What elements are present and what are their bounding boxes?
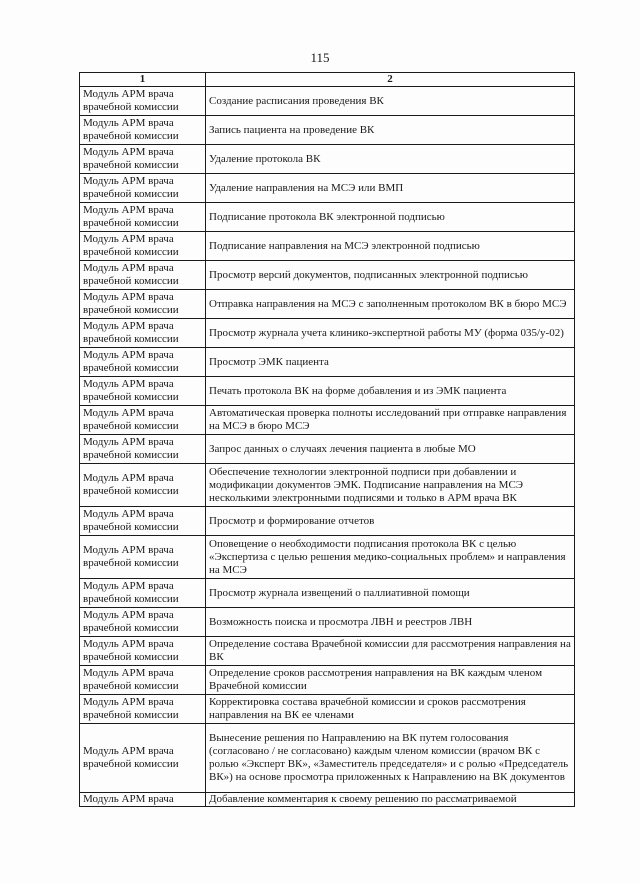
- module-name-line2: врачебной комиссии: [83, 246, 179, 258]
- module-cell: [80, 319, 206, 348]
- module-name-line1: Модуль АРМ врача: [83, 233, 174, 245]
- module-name-line1: Модуль АРМ врача: [83, 349, 174, 361]
- function-cell: Отправка направления на МСЭ с заполненным протоколом ВК в бюро МСЭ: [206, 290, 575, 319]
- module-name-line1: Модуль АРМ врача: [83, 175, 174, 187]
- function-cell: Просмотр версий документов, подписанных электронной подписью: [206, 261, 575, 290]
- table-row: [80, 232, 575, 261]
- table-row: [80, 579, 575, 608]
- function-cell: Подписание направления на МСЭ электронной подписью: [206, 232, 575, 261]
- table-header-row: [80, 73, 575, 87]
- table-row: [80, 695, 575, 724]
- function-cell: Добавление комментария к своему решению по рассматриваемой: [206, 793, 575, 807]
- module-cell: [80, 348, 206, 377]
- module-name-line2: врачебной комиссии: [83, 521, 179, 533]
- module-name-line2: врачебной комиссии: [83, 651, 179, 663]
- function-cell: Создание расписания проведения ВК: [206, 87, 575, 116]
- module-name-line1: Модуль АРМ врача: [83, 745, 174, 757]
- table-row: [80, 637, 575, 666]
- module-cell: [80, 174, 206, 203]
- module-cell: [80, 507, 206, 536]
- function-cell: Просмотр журнала извещений о паллиативной помощи: [206, 579, 575, 608]
- module-name-line1: Модуль АРМ врача: [83, 262, 174, 274]
- module-name-line1: Модуль АРМ врача: [83, 667, 174, 679]
- module-name-line2: врачебной комиссии: [83, 593, 179, 605]
- module-cell: [80, 536, 206, 579]
- module-name-line1: Модуль АРМ врача: [83, 291, 174, 303]
- module-cell: [80, 608, 206, 637]
- module-cell: [80, 290, 206, 319]
- table-body: [80, 87, 575, 807]
- function-cell: Корректировка состава врачебной комиссии и сроков рассмотрения направления на ВК ее членами: [206, 695, 575, 724]
- page-number: 115: [310, 50, 330, 65]
- function-cell: Удаление направления на МСЭ или ВМП: [206, 174, 575, 203]
- module-name-line2: врачебной комиссии: [83, 622, 179, 634]
- module-name-line1: Модуль АРМ врача: [83, 146, 174, 158]
- module-cell: [80, 116, 206, 145]
- module-cell: [80, 261, 206, 290]
- function-cell: Обеспечение технологии электронной подписи при добавлении и модификации документов ЭМК. Подписание направления на МСЭ несколькими электронными подписями и только в АРМ врача ВК: [206, 464, 575, 507]
- module-name-line2: врачебной комиссии: [83, 709, 179, 721]
- function-cell: Определение состава Врачебной комиссии для рассмотрения направления на ВК: [206, 637, 575, 666]
- table-row: [80, 348, 575, 377]
- table-row: [80, 724, 575, 793]
- module-cell: [80, 637, 206, 666]
- module-name-line2: врачебной комиссии: [83, 217, 179, 229]
- module-name-line2: врачебной комиссии: [83, 188, 179, 200]
- module-name-line2: врачебной комиссии: [83, 680, 179, 692]
- module-name-line1: Модуль АРМ врача: [83, 407, 174, 419]
- function-cell: Удаление протокола ВК: [206, 145, 575, 174]
- module-name-line1: Модуль АРМ врача: [83, 793, 174, 805]
- module-cell: [80, 232, 206, 261]
- table-row: [80, 507, 575, 536]
- table-row: [80, 87, 575, 116]
- module-name-line2: врачебной комиссии: [83, 557, 179, 569]
- table-row: [80, 793, 575, 807]
- module-name-line2: врачебной комиссии: [83, 758, 179, 770]
- module-cell: [80, 406, 206, 435]
- module-cell: [80, 464, 206, 507]
- module-cell: [80, 724, 206, 793]
- module-name-line2: врачебной комиссии: [83, 101, 179, 113]
- function-cell: Возможность поиска и просмотра ЛВН и реестров ЛВН: [206, 608, 575, 637]
- module-name-line2: врачебной комиссии: [83, 333, 179, 345]
- table-row: [80, 116, 575, 145]
- module-name-line1: Модуль АРМ врача: [83, 580, 174, 592]
- module-name-line1: Модуль АРМ врача: [83, 544, 174, 556]
- module-name-line2: врачебной комиссии: [83, 391, 179, 403]
- module-name-line1: Модуль АРМ врача: [83, 609, 174, 621]
- function-cell: Просмотр журнала учета клинико-экспертной работы МУ (форма 035/у-02): [206, 319, 575, 348]
- module-name-line1: Модуль АРМ врача: [83, 638, 174, 650]
- function-cell: Определение сроков рассмотрения направления на ВК каждым членом Врачебной комиссии: [206, 666, 575, 695]
- table-row: [80, 203, 575, 232]
- function-cell: Запрос данных о случаях лечения пациента в любые МО: [206, 435, 575, 464]
- module-cell: [80, 377, 206, 406]
- functions-table: [79, 72, 575, 807]
- table-row: [80, 377, 575, 406]
- column-header-1: 1: [80, 73, 206, 87]
- module-name-line2: врачебной комиссии: [83, 362, 179, 374]
- function-cell: Печать протокола ВК на форме добавления и из ЭМК пациента: [206, 377, 575, 406]
- module-name-line2: врачебной комиссии: [83, 485, 179, 497]
- module-cell: [80, 145, 206, 174]
- table-row: [80, 406, 575, 435]
- module-name-line1: Модуль АРМ врача: [83, 436, 174, 448]
- table-row: [80, 608, 575, 637]
- table-row: [80, 319, 575, 348]
- module-name-line2: врачебной комиссии: [83, 304, 179, 316]
- module-cell: [80, 695, 206, 724]
- module-name-line1: Модуль АРМ врача: [83, 472, 174, 484]
- module-cell: [80, 87, 206, 116]
- table-row: [80, 536, 575, 579]
- function-cell: Оповещение о необходимости подписания протокола ВК с целью «Экспертиза с целью решения медико-социальных проблем» и направления на МСЭ: [206, 536, 575, 579]
- module-name-line1: Модуль АРМ врача: [83, 320, 174, 332]
- module-name-line1: Модуль АРМ врача: [83, 378, 174, 390]
- module-cell: [80, 579, 206, 608]
- function-cell: Подписание протокола ВК электронной подписью: [206, 203, 575, 232]
- module-name-line2: врачебной комиссии: [83, 159, 179, 171]
- module-name-line1: Модуль АРМ врача: [83, 204, 174, 216]
- module-name-line2: врачебной комиссии: [83, 275, 179, 287]
- module-name-line1: Модуль АРМ врача: [83, 88, 174, 100]
- table-row: [80, 666, 575, 695]
- table-row: [80, 464, 575, 507]
- module-name-line1: Модуль АРМ врача: [83, 117, 174, 129]
- table-row: [80, 290, 575, 319]
- function-cell: Автоматическая проверка полноты исследований при отправке направления на МСЭ в бюро МСЭ: [206, 406, 575, 435]
- table-row: [80, 261, 575, 290]
- function-cell: Просмотр ЭМК пациента: [206, 348, 575, 377]
- module-cell: [80, 793, 206, 807]
- module-cell: [80, 666, 206, 695]
- module-name-line1: Модуль АРМ врача: [83, 696, 174, 708]
- function-cell: Просмотр и формирование отчетов: [206, 507, 575, 536]
- module-name-line2: врачебной комиссии: [83, 420, 179, 432]
- table-row: [80, 435, 575, 464]
- module-name-line2: врачебной комиссии: [83, 130, 179, 142]
- module-name-line2: врачебной комиссии: [83, 449, 179, 461]
- module-cell: [80, 203, 206, 232]
- function-cell: Запись пациента на проведение ВК: [206, 116, 575, 145]
- table-row: [80, 145, 575, 174]
- table-row: [80, 174, 575, 203]
- function-cell: Вынесение решения по Направлению на ВК путем голосования (согласовано / не согласовано) каждым членом комиссии (врачом ВК с ролью «Эксперт ВК», «Заместитель председателя» и с ролью «Председатель ВК») на основе просмотра приложенных к Направлению на ВК документов: [206, 724, 575, 793]
- column-header-2: 2: [206, 73, 575, 87]
- module-cell: [80, 435, 206, 464]
- module-name-line1: Модуль АРМ врача: [83, 508, 174, 520]
